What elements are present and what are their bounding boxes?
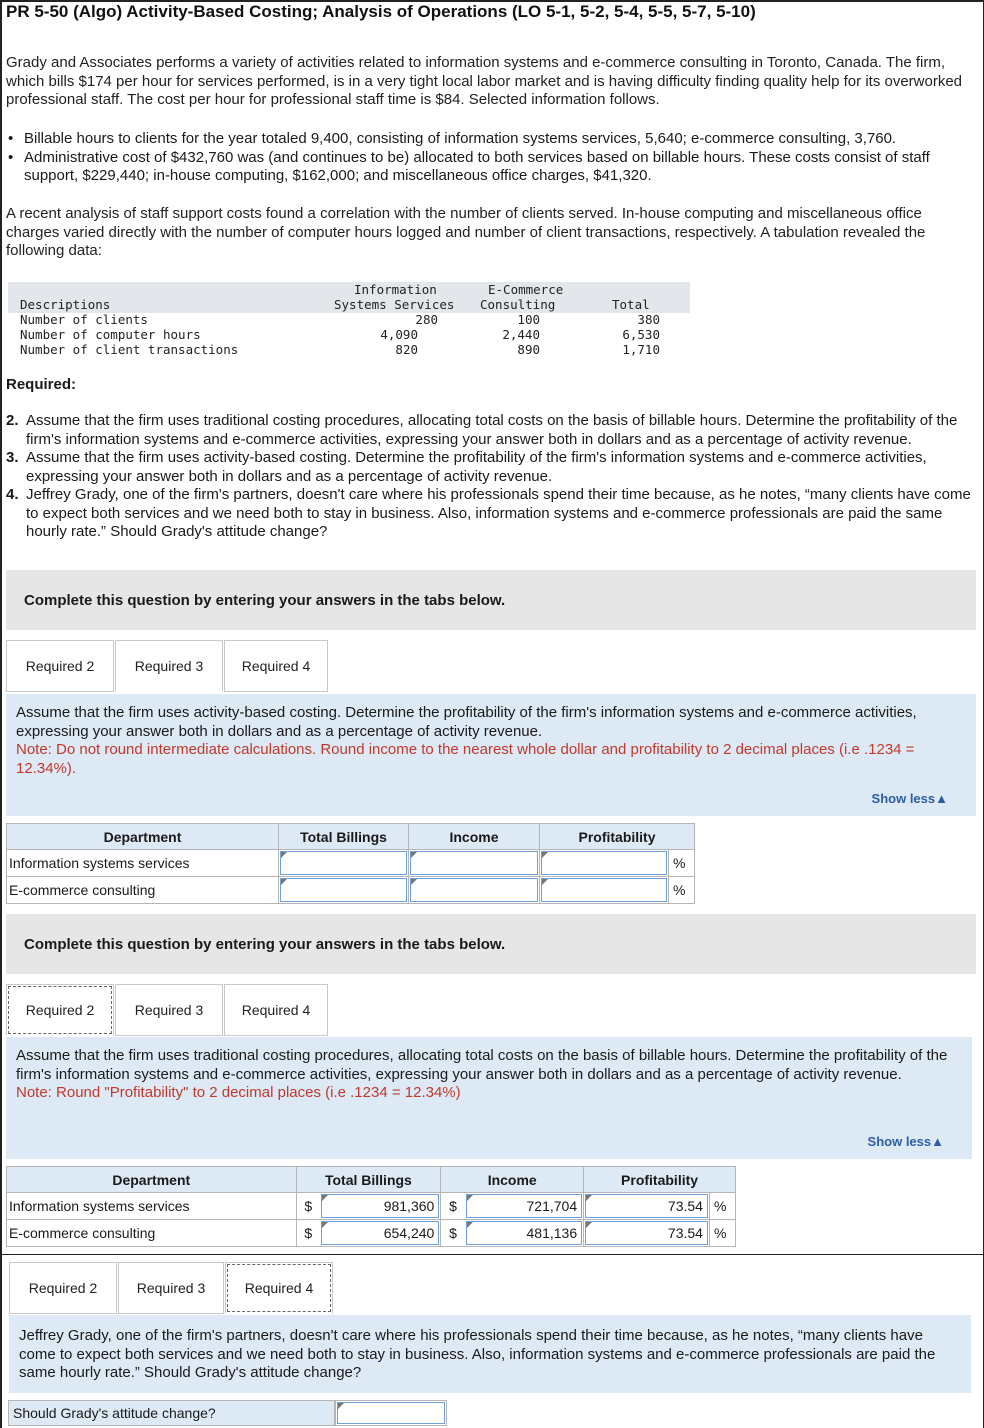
profitability-input[interactable] bbox=[541, 878, 667, 902]
required-item bbox=[6, 412, 972, 449]
table-row bbox=[7, 877, 695, 904]
hours-is: 4,090 bbox=[380, 327, 418, 342]
tab-required-4[interactable]: Required 4 bbox=[224, 640, 328, 692]
total-billings-input[interactable] bbox=[280, 851, 407, 875]
instructions-banner: Complete this question by entering your answers in the tabs below. bbox=[6, 914, 976, 974]
facts-list bbox=[6, 130, 976, 186]
department-name: E-commerce consulting bbox=[7, 1220, 297, 1247]
analysis-text: A recent analysis of staff support costs found a correlation with the number of clients served. In-house computing and miscellaneous office charges varied directly with the number of computer hours logged and number of client transactions, respectively. A tabulation revealed the following data: bbox=[6, 205, 926, 259]
col-header-descriptions: Descriptions bbox=[20, 297, 111, 312]
required-number: 2. bbox=[6, 412, 19, 429]
col-header-total-billings: Total Billings bbox=[296, 1167, 441, 1193]
tab-required-3[interactable]: Required 3 bbox=[115, 984, 223, 1036]
required-heading: Required: bbox=[6, 376, 77, 393]
attitude-question-label: Should Grady's attitude change? bbox=[8, 1400, 335, 1426]
section-divider bbox=[0, 1254, 984, 1255]
profitability-input[interactable] bbox=[541, 851, 667, 875]
answer-table-req2 bbox=[6, 1166, 736, 1247]
required-item bbox=[6, 449, 972, 486]
income-input[interactable]: 481,136 bbox=[466, 1221, 582, 1245]
total-billings-input[interactable]: 654,240 bbox=[321, 1221, 439, 1245]
answer-table-req3 bbox=[6, 823, 695, 904]
problem-intro: Grady and Associates performs a variety of activities related to information systems and e-commerce consulting in Toronto, Canada. The firm, which bills $174 per hour for services performed, is in a very tight local labor market and is having difficulty finding quality help for its overworked professional staff. The cost per hour for professional staff time is $84. Selected information follows. bbox=[6, 54, 963, 108]
col-header-ec-line2: Consulting bbox=[480, 297, 556, 312]
percent-sign: % bbox=[709, 1193, 735, 1220]
transactions-ec: 890 bbox=[517, 342, 540, 357]
currency-symbol: $ bbox=[296, 1220, 320, 1247]
tab-required-2[interactable]: Required 2 bbox=[6, 640, 114, 692]
fact-item: • Administrative cost of $432,760 was (and continues to be) allocated to both services based on billable hours. These costs consist of staff support, $229,440; in-house computing, $162,000; and miscellaneous office charges, $41,320. bbox=[6, 149, 976, 186]
show-less-link[interactable]: Show less▲ bbox=[871, 791, 948, 806]
col-header-income: Income bbox=[441, 1167, 584, 1193]
income-input[interactable] bbox=[410, 878, 538, 902]
profitability-input[interactable]: 73.54 bbox=[585, 1194, 708, 1218]
col-header-income: Income bbox=[409, 824, 540, 850]
row-label-computer-hours: Number of computer hours bbox=[20, 327, 201, 342]
total-billings-input[interactable]: 981,360 bbox=[321, 1194, 439, 1218]
tab-required-4[interactable]: Required 4 bbox=[225, 1262, 333, 1314]
clients-total: 380 bbox=[637, 312, 660, 327]
income-input[interactable]: 721,704 bbox=[466, 1194, 582, 1218]
required-number: 3. bbox=[6, 449, 19, 466]
col-header-ec-line1: E-Commerce bbox=[488, 282, 564, 297]
question-panel-req4: Jeffrey Grady, one of the firm's partners, doesn't care where his professionals spend their time because, as he notes, “many clients have come to expect both services and we need both to stay in business. Also, information systems and e-commerce professionals are paid the same hourly rate.” Should Grady's attitude change? bbox=[9, 1315, 971, 1393]
attitude-answer-select[interactable] bbox=[337, 1402, 445, 1424]
row-label-transactions: Number of client transactions bbox=[20, 342, 239, 357]
question-panel-req2 bbox=[6, 1037, 972, 1159]
required-item bbox=[6, 486, 972, 542]
show-less-link[interactable]: Show less▲ bbox=[867, 1134, 944, 1149]
transactions-is: 820 bbox=[395, 342, 418, 357]
col-header-total-billings: Total Billings bbox=[279, 824, 409, 850]
table-row bbox=[7, 850, 695, 877]
table-row bbox=[7, 1193, 736, 1220]
table-row bbox=[7, 1220, 736, 1247]
col-header-is-line2: Systems Services bbox=[334, 297, 455, 312]
question-prompt: Assume that the firm uses activity-based costing. Determine the profitability of the firm's information systems and e-commerce activities, expressing your answer both in dollars and as a percentage of activity revenue. bbox=[16, 704, 917, 740]
percent-sign: % bbox=[669, 850, 695, 877]
row-label-clients: Number of clients bbox=[20, 312, 148, 327]
department-name: Information systems services bbox=[7, 1193, 297, 1220]
total-billings-input[interactable] bbox=[280, 878, 407, 902]
col-header-profitability: Profitability bbox=[540, 824, 695, 850]
col-header-is-line1: Information bbox=[354, 282, 437, 297]
tab-bar bbox=[9, 1262, 334, 1314]
currency-symbol: $ bbox=[296, 1193, 320, 1220]
transactions-total: 1,710 bbox=[622, 342, 660, 357]
required-text: Assume that the firm uses activity-based costing. Determine the profitability of the firm's information systems and e-commerce activities, expressing your answer both in dollars and as a percentage of activity revenue. bbox=[26, 449, 927, 485]
col-header-department: Department bbox=[7, 1167, 297, 1193]
question-note: Note: Round "Profitability" to 2 decimal places (i.e .1234 = 12.34%) bbox=[16, 1084, 461, 1101]
department-name: E-commerce consulting bbox=[7, 877, 279, 904]
clients-is: 280 bbox=[415, 312, 438, 327]
income-input[interactable] bbox=[410, 851, 538, 875]
fact-item: • Billable hours to clients for the year totaled 9,400, consisting of information systems services, 5,640; e-commerce consulting, 3,760. bbox=[6, 130, 976, 149]
tab-required-2[interactable]: Required 2 bbox=[6, 984, 114, 1036]
col-header-profitability: Profitability bbox=[584, 1167, 736, 1193]
clients-ec: 100 bbox=[517, 312, 540, 327]
required-number: 4. bbox=[6, 486, 19, 503]
hours-ec: 2,440 bbox=[502, 327, 540, 342]
tab-required-3[interactable]: Required 3 bbox=[118, 1262, 224, 1314]
required-text: Jeffrey Grady, one of the firm's partners, doesn't care where his professionals spend their time because, as he notes, “many clients have come to expect both services and we need both to stay in business. Also, information systems and e-commerce professionals are paid the same hourly rate.” Should Grady's attitude change? bbox=[26, 486, 971, 540]
hours-total: 6,530 bbox=[622, 327, 660, 342]
tab-required-4[interactable]: Required 4 bbox=[224, 984, 328, 1036]
department-name: Information systems services bbox=[7, 850, 279, 877]
percent-sign: % bbox=[669, 877, 695, 904]
percent-sign: % bbox=[709, 1220, 735, 1247]
col-header-total: Total bbox=[612, 297, 650, 312]
instructions-banner: Complete this question by entering your answers in the tabs below. bbox=[6, 570, 976, 630]
question-prompt: Assume that the firm uses traditional costing procedures, allocating total costs on the basis of billable hours. Determine the profitability of the firm's information systems and e-commerce activities, expressing your answer both in dollars and as a percentage of activity revenue. bbox=[16, 1047, 948, 1083]
attitude-row bbox=[8, 1400, 447, 1426]
question-note: Note: Do not round intermediate calculations. Round income to the nearest whole dollar and profitability to 2 decimal places (i.e .1234 = 12.34%). bbox=[16, 741, 915, 777]
tab-bar bbox=[6, 984, 329, 1036]
tab-required-2[interactable]: Required 2 bbox=[9, 1262, 117, 1314]
currency-symbol: $ bbox=[441, 1193, 465, 1220]
tab-bar bbox=[6, 640, 329, 692]
col-header-department: Department bbox=[7, 824, 279, 850]
problem-title: PR 5-50 (Algo) Activity-Based Costing; Analysis of Operations (LO 5-1, 5-2, 5-4, 5-5, 5-7, 5-10) bbox=[6, 2, 756, 21]
required-list bbox=[6, 412, 972, 542]
currency-symbol: $ bbox=[441, 1220, 465, 1247]
profitability-input[interactable]: 73.54 bbox=[585, 1221, 708, 1245]
required-text: Assume that the firm uses traditional costing procedures, allocating total costs on the basis of billable hours. Determine the profitability of the firm's information systems and e-commerce activities, expressing your answer both in dollars and as a percentage of activity revenue. bbox=[26, 412, 958, 448]
question-panel-req3 bbox=[6, 694, 976, 816]
tab-required-3[interactable]: Required 3 bbox=[115, 640, 223, 692]
